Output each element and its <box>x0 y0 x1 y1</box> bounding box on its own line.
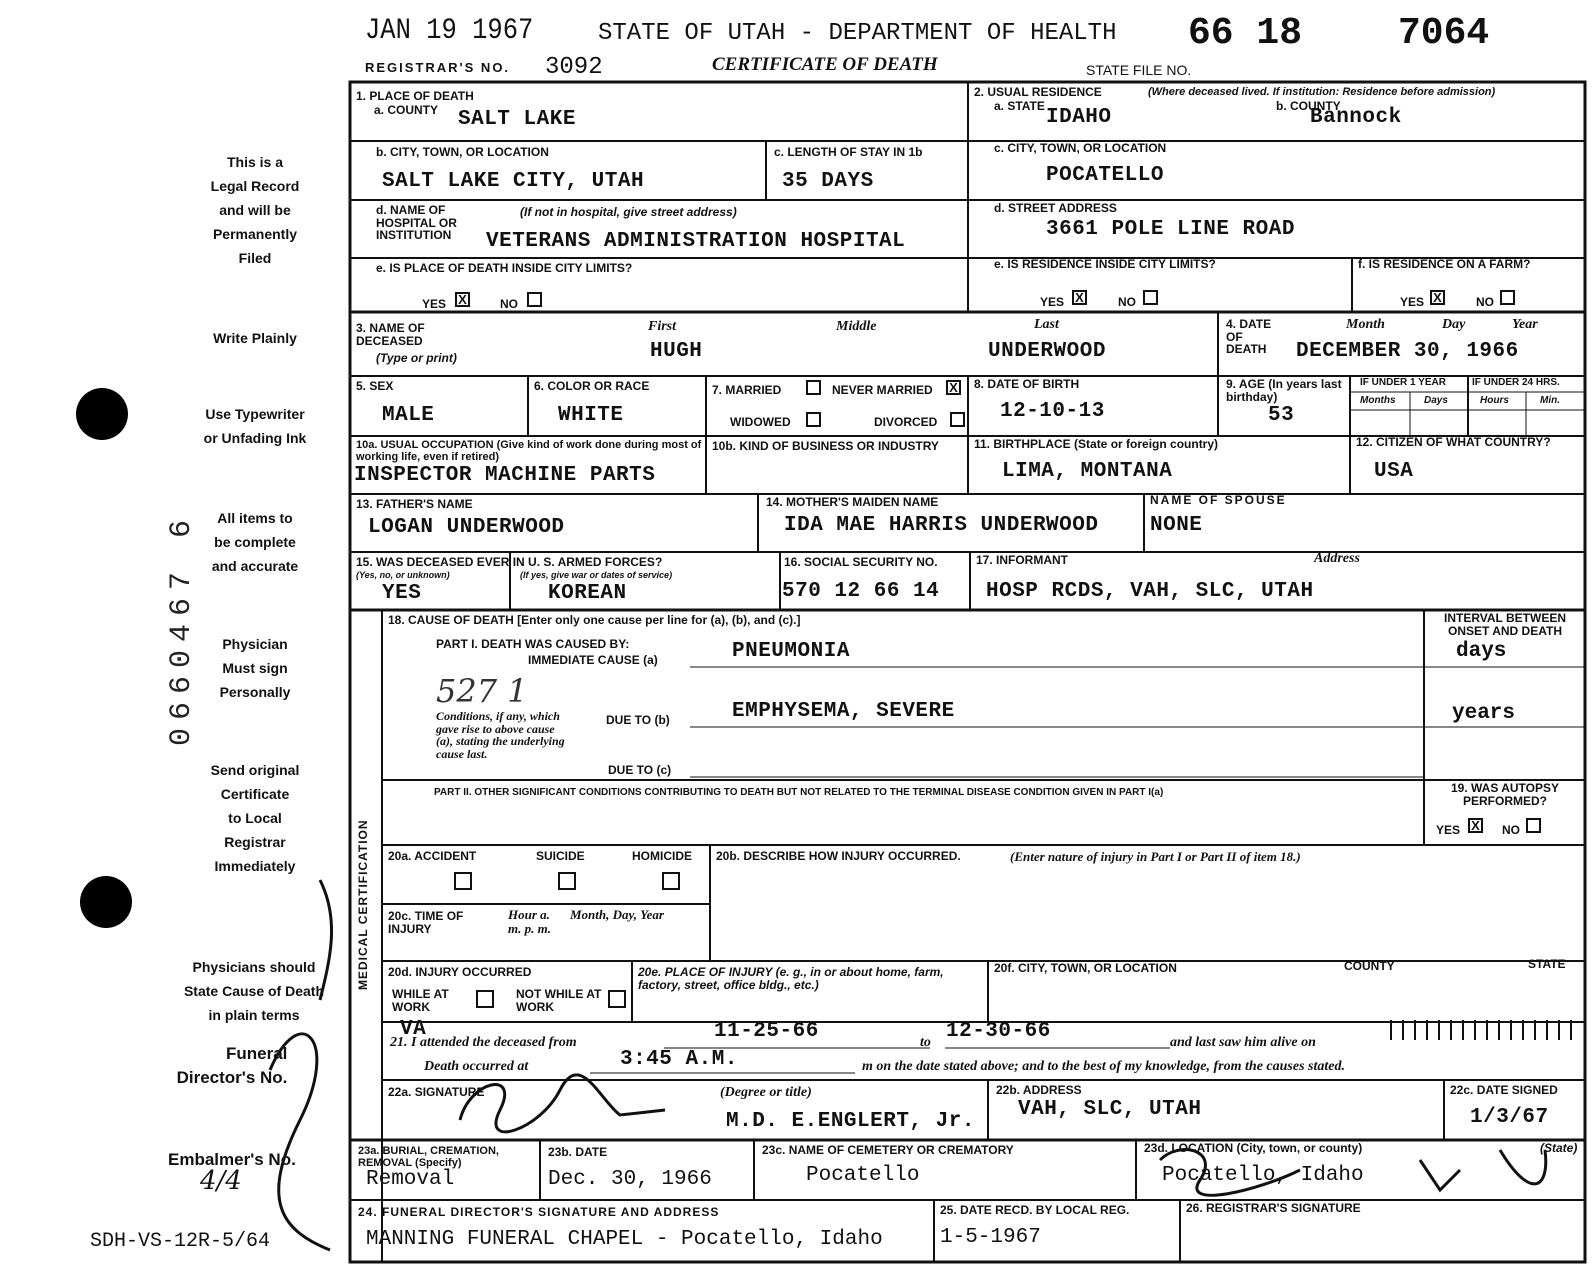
value-length-of-stay: 35 DAYS <box>782 170 874 193</box>
value-death-date: DECEMBER 30, 1966 <box>1296 340 1519 363</box>
form-title: STATE OF UTAH - DEPARTMENT OF HEALTH <box>598 20 1117 47</box>
label-disposition-date: 23b. DATE <box>548 1145 608 1159</box>
label-date-signed: 22c. DATE SIGNED <box>1450 1083 1558 1097</box>
value-cemetery: Pocatello <box>806 1164 920 1187</box>
value-cause-code: 527 1 <box>436 672 528 710</box>
value-war: KOREAN <box>548 582 627 605</box>
label-res-inside-city: e. IS RESIDENCE INSIDE CITY LIMITS? <box>994 257 1216 271</box>
value-mother: IDA MAE HARRIS UNDERWOOD <box>784 514 1099 537</box>
value-sig-address: VAH, SLC, UTAH <box>1018 1098 1202 1121</box>
label-autopsy-no: NO <box>1502 823 1520 837</box>
label-usual-residence-note: (Where deceased lived. If institution: Residence before admission) <box>1148 86 1496 98</box>
label-cemetery-location: 23d. LOCATION (City, town, or county) <box>1144 1141 1363 1155</box>
checkbox-divorced[interactable] <box>950 412 965 427</box>
registrar-number: 3092 <box>545 54 603 81</box>
label-injury-occurred: 20d. INJURY OCCURRED <box>388 965 532 979</box>
last-saw-strikeout <box>1390 1020 1580 1040</box>
label-date-of-birth: 8. DATE OF BIRTH <box>974 377 1080 391</box>
label-last-saw: and last saw him alive on <box>1170 1035 1316 1050</box>
checkbox-farm-no[interactable] <box>1500 290 1515 305</box>
label-no-3: NO <box>1476 295 1494 309</box>
value-attended-from: 11-25-66 <box>714 1020 819 1043</box>
label-part-1: PART I. DEATH WAS CAUSED BY: <box>436 637 630 651</box>
checkbox-autopsy-yes[interactable]: X <box>1468 818 1483 833</box>
value-spouse: NONE <box>1150 514 1203 537</box>
checkbox-homicide[interactable] <box>662 872 680 890</box>
checkbox-not-while-at-work[interactable] <box>608 990 626 1008</box>
value-cause-b: EMPHYSEMA, SEVERE <box>732 700 955 723</box>
value-race: WHITE <box>558 404 624 427</box>
label-year: Year <box>1512 317 1538 332</box>
label-informant-address: Address <box>1314 551 1360 566</box>
checkbox-farm-yes[interactable]: X <box>1430 290 1445 305</box>
label-disposition: 23a. BURIAL, CREMATION, REMOVAL (Specify) <box>358 1145 499 1169</box>
label-cemetery-state: (State) <box>1540 1141 1578 1155</box>
value-ssn: 570 12 66 14 <box>782 580 940 603</box>
value-age: 53 <box>1268 404 1295 427</box>
label-armed-forces-note-b: (If yes, give war or dates of service) <box>520 570 673 580</box>
label-res-county: b. COUNTY <box>1276 99 1341 113</box>
label-first: First <box>648 319 677 334</box>
label-never-married: NEVER MARRIED <box>832 383 933 397</box>
label-usual-residence: 2. USUAL RESIDENCE <box>974 85 1102 99</box>
label-race: 6. COLOR OR RACE <box>534 379 650 393</box>
checkbox-accident[interactable] <box>454 872 472 890</box>
sidebar-note-legal: This is a Legal Record and will be Permanently Filed <box>210 154 300 266</box>
form-code: SDH-VS-12R-5/64 <box>90 1230 271 1253</box>
label-under-1-year: IF UNDER 1 YEAR <box>1360 377 1446 388</box>
checkbox-res-inside-city-no[interactable] <box>1143 290 1158 305</box>
label-informant: 17. INFORMANT <box>976 553 1069 567</box>
label-date-received: 25. DATE RECD. BY LOCAL REG. <box>940 1203 1130 1217</box>
funeral-director-label: Funeral Director's No. <box>176 1044 288 1087</box>
sidebar-note-complete: All items to be complete and accurate <box>211 510 299 574</box>
checkbox-suicide[interactable] <box>558 872 576 890</box>
label-death-occurred-tail: m on the date stated above; and to the best of my knowledge, from the causes stated. <box>862 1059 1345 1074</box>
value-cemetery-location: Pocatello, Idaho <box>1162 1164 1364 1187</box>
label-yes-1: YES <box>422 297 447 311</box>
label-res-city: c. CITY, TOWN, OR LOCATION <box>994 141 1167 155</box>
label-homicide: HOMICIDE <box>632 849 692 863</box>
label-occupation: 10a. USUAL OCCUPATION (Give kind of work done during most of working life, even if retired) <box>356 439 702 463</box>
label-place-of-death: 1. PLACE OF DEATH <box>356 89 474 103</box>
label-injury-how-note: (Enter nature of injury in Part I or Part II of item 18.) <box>1010 849 1301 864</box>
label-yes-3: YES <box>1400 295 1425 309</box>
label-due-to-b: DUE TO (b) <box>606 713 670 727</box>
value-interval-a: days <box>1456 640 1507 663</box>
value-date-signed: 1/3/67 <box>1470 1106 1549 1129</box>
label-conditions-note: Conditions, if any, which gave rise to above cause (a), stating the underlying cause last. <box>436 709 565 761</box>
label-yes-2: YES <box>1040 295 1065 309</box>
value-last-name: UNDERWOOD <box>988 340 1106 363</box>
value-date-of-birth: 12-10-13 <box>1000 400 1105 423</box>
value-death-time: 3:45 A.M. <box>620 1048 738 1071</box>
value-cause-a: PNEUMONIA <box>732 640 850 663</box>
label-month-day-year: Month, Day, Year <box>570 907 664 922</box>
checkbox-res-inside-city-yes[interactable]: X <box>1072 290 1087 305</box>
label-father: 13. FATHER'S NAME <box>356 497 473 511</box>
value-sex: MALE <box>382 404 435 427</box>
label-months: Months <box>1360 395 1396 406</box>
label-name-of-deceased: 3. NAME OF DECEASED <box>356 321 425 348</box>
state-file-number: 66 18 <box>1188 12 1303 55</box>
label-county: a. COUNTY <box>374 103 439 117</box>
sidebar-note-physician: Physician Must sign Personally <box>219 636 291 700</box>
label-registrar-signature: 26. REGISTRAR'S SIGNATURE <box>1186 1201 1361 1215</box>
label-min: Min. <box>1540 395 1560 406</box>
label-degree: (Degree or title) <box>720 1085 812 1100</box>
value-signer: M.D. E.ENGLERT, Jr. <box>726 1110 975 1133</box>
label-birthplace: 11. BIRTHPLACE (State or foreign country) <box>974 437 1219 451</box>
value-first-name: HUGH <box>650 340 703 363</box>
label-place-of-injury: 20e. PLACE OF INJURY (e. g., in or about home, farm, factory, street, office bldg., etc.) <box>638 965 944 992</box>
stamp-date: JAN 19 1967 <box>365 14 534 48</box>
sidebar-note-typewriter: Use Typewriter or Unfading Ink <box>203 406 307 446</box>
state-file-number-right: 7064 <box>1398 12 1490 55</box>
label-while-at-work: WHILE AT WORK <box>392 987 449 1014</box>
value-res-city: POCATELLO <box>1046 164 1164 187</box>
vertical-serial-number: 0660467 6 <box>165 512 199 747</box>
value-va: VA <box>400 1018 427 1041</box>
value-occupation: INSPECTOR MACHINE PARTS <box>354 464 656 487</box>
label-citizen: 12. CITIZEN OF WHAT COUNTRY? <box>1356 435 1551 449</box>
value-father: LOGAN UNDERWOOD <box>368 516 565 539</box>
sidebar-note-send: Send original Certificate to Local Registrar Immediately <box>210 762 300 874</box>
label-not-while-at-work: NOT WHILE AT WORK <box>516 987 602 1014</box>
label-armed-forces-note-a: (Yes, no, or unknown) <box>356 570 450 580</box>
label-accident: 20a. ACCIDENT <box>388 849 477 863</box>
label-cemetery: 23c. NAME OF CEMETERY OR CREMATORY <box>762 1143 1014 1157</box>
checkbox-married[interactable] <box>806 380 821 395</box>
checkbox-widowed[interactable] <box>806 412 821 427</box>
label-injury-city: 20f. CITY, TOWN, OR LOCATION <box>994 961 1177 975</box>
embalmer-number: 4/4 <box>200 1166 242 1196</box>
label-cause-of-death: 18. CAUSE OF DEATH [Enter only one cause per line for (a), (b), and (c).] <box>388 613 801 627</box>
label-part-2: PART II. OTHER SIGNIFICANT CONDITIONS CONTRIBUTING TO DEATH BUT NOT RELATED TO THE TERMINAL DISEASE CONDITION GIVEN IN PART I(a) <box>434 787 1164 798</box>
value-informant: HOSP RCDS, VAH, SLC, UTAH <box>986 580 1314 603</box>
value-hospital: VETERANS ADMINISTRATION HOSPITAL <box>486 230 906 253</box>
label-last: Last <box>1034 317 1059 332</box>
label-date-of-death: 4. DATE OF DEATH <box>1226 317 1272 357</box>
value-disposition-date: Dec. 30, 1966 <box>548 1168 712 1191</box>
label-widowed: WIDOWED <box>730 415 791 429</box>
value-street: 3661 POLE LINE ROAD <box>1046 218 1295 241</box>
label-suicide: SUICIDE <box>536 849 585 863</box>
value-funeral-director: MANNING FUNERAL CHAPEL - Pocatello, Idaho <box>366 1228 883 1251</box>
label-injury-county: COUNTY <box>1344 959 1395 973</box>
label-mother: 14. MOTHER'S MAIDEN NAME <box>766 495 939 509</box>
value-birthplace: LIMA, MONTANA <box>1002 460 1173 483</box>
checkbox-never-married[interactable]: X <box>946 380 961 395</box>
label-hospital-note: (If not in hospital, give street address) <box>520 205 737 219</box>
label-res-state: a. STATE <box>994 99 1045 113</box>
label-no-1: NO <box>500 297 518 311</box>
label-hours: Hours <box>1480 395 1509 406</box>
label-married: 7. MARRIED <box>712 383 782 397</box>
label-autopsy-yes: YES <box>1436 823 1461 837</box>
label-hour: Hour a. m. p. m. <box>508 907 551 936</box>
label-autopsy: 19. WAS AUTOPSY PERFORMED? <box>1450 781 1560 808</box>
label-immediate-cause: IMMEDIATE CAUSE (a) <box>528 653 658 667</box>
embalmer-label: Embalmer's No. <box>168 1150 296 1169</box>
value-county: SALT LAKE <box>458 108 576 131</box>
label-spouse: NAME OF SPOUSE <box>1150 493 1287 507</box>
checkbox-while-at-work[interactable] <box>476 990 494 1008</box>
value-res-county: Bannock <box>1310 106 1402 129</box>
state-file-label: STATE FILE NO. <box>1086 62 1192 78</box>
label-business: 10b. KIND OF BUSINESS OR INDUSTRY <box>712 439 939 453</box>
checkbox-autopsy-no[interactable] <box>1526 818 1541 833</box>
label-injury-how: 20b. DESCRIBE HOW INJURY OCCURRED. <box>716 849 961 863</box>
label-sig-address: 22b. ADDRESS <box>996 1083 1082 1097</box>
label-length-of-stay: c. LENGTH OF STAY IN 1b <box>774 145 923 159</box>
label-time-of-injury: 20c. TIME OF INJURY <box>388 909 464 936</box>
registrar-label: REGISTRAR'S NO. <box>365 60 511 75</box>
label-death-occurred: Death occurred at <box>424 1059 529 1074</box>
label-age: 9. AGE (In years last birthday) <box>1226 377 1342 404</box>
sidebar-note-write: Write Plainly <box>213 330 297 346</box>
medical-certification-label: MEDICAL CERTIFICATION <box>356 819 370 990</box>
label-divorced: DIVORCED <box>874 415 938 429</box>
label-days: Days <box>1424 395 1448 406</box>
label-funeral-director: 24. FUNERAL DIRECTOR'S SIGNATURE AND ADDRESS <box>358 1205 720 1219</box>
label-month: Month <box>1346 317 1385 332</box>
value-interval-b: years <box>1452 702 1516 725</box>
label-street: d. STREET ADDRESS <box>994 201 1117 215</box>
value-disposition: Removal <box>366 1168 455 1191</box>
label-ssn: 16. SOCIAL SECURITY NO. <box>784 555 938 569</box>
label-signature: 22a. SIGNATURE <box>388 1085 485 1099</box>
value-res-state: IDAHO <box>1046 106 1112 129</box>
label-under-24-hrs: IF UNDER 24 HRS. <box>1472 377 1560 388</box>
label-interval: INTERVAL BETWEEN ONSET AND DEATH <box>1443 611 1566 638</box>
value-armed-forces: YES <box>382 582 422 605</box>
checkbox-inside-city-no[interactable] <box>527 292 542 307</box>
label-attended-to: to <box>920 1035 931 1050</box>
label-middle: Middle <box>836 319 877 334</box>
label-armed-forces: 15. WAS DECEASED EVER IN U. S. ARMED FORCES? <box>356 555 663 569</box>
label-due-to-c: DUE TO (c) <box>608 763 672 777</box>
label-inside-city: e. IS PLACE OF DEATH INSIDE CITY LIMITS? <box>376 261 633 275</box>
label-type-or-print: (Type or print) <box>376 351 457 365</box>
value-city: SALT LAKE CITY, UTAH <box>382 170 645 193</box>
checkbox-inside-city-yes[interactable]: X <box>455 292 470 307</box>
label-farm: f. IS RESIDENCE ON A FARM? <box>1358 257 1531 271</box>
sidebar-note-plain-terms: Physicians should State Cause of Death in plain terms <box>183 959 325 1023</box>
label-attended-from: 21. I attended the deceased from <box>390 1035 577 1050</box>
value-date-received: 1-5-1967 <box>940 1226 1041 1249</box>
label-no-2: NO <box>1118 295 1136 309</box>
label-day: Day <box>1442 317 1466 332</box>
value-attended-to: 12-30-66 <box>946 1020 1051 1043</box>
certificate-title: CERTIFICATE OF DEATH <box>712 54 938 75</box>
label-injury-state: STATE <box>1528 957 1566 971</box>
value-citizen: USA <box>1374 460 1414 483</box>
label-sex: 5. SEX <box>356 379 394 393</box>
label-hospital: d. NAME OF HOSPITAL OR INSTITUTION <box>376 203 457 243</box>
label-city: b. CITY, TOWN, OR LOCATION <box>376 145 549 159</box>
